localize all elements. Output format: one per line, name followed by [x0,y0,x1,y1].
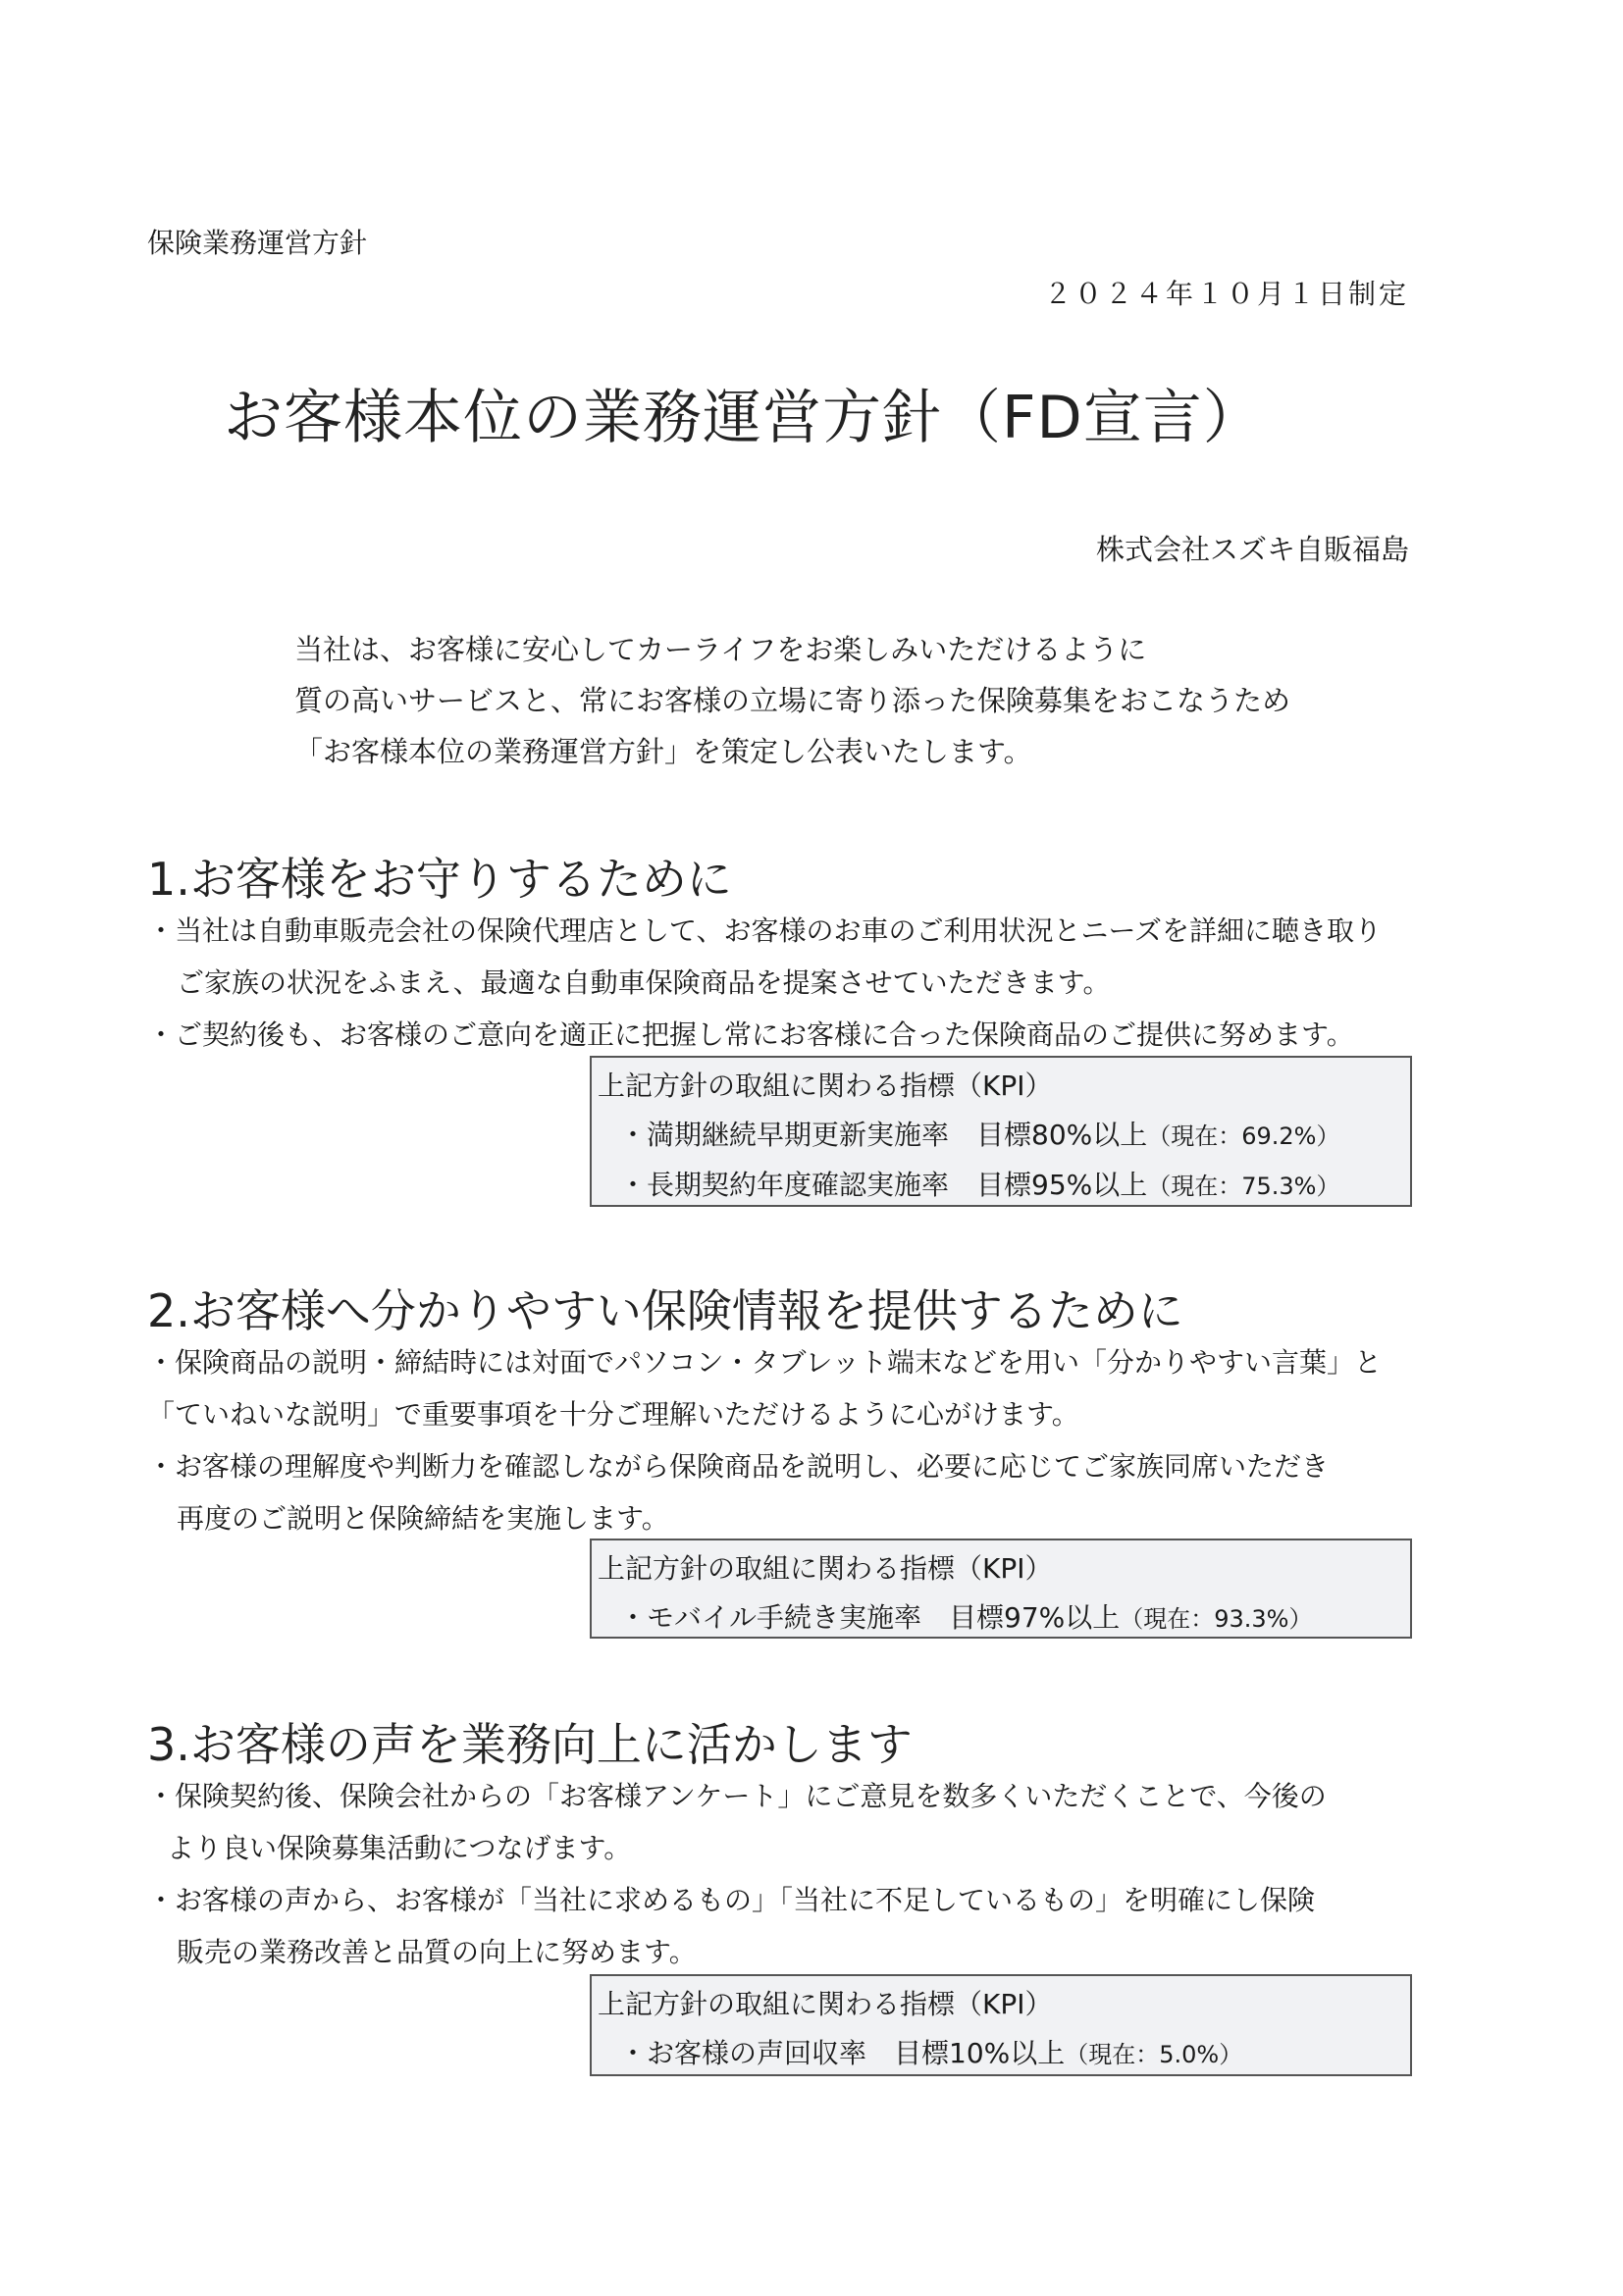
intro-line: 「お客様本位の業務運営方針」を策定し公表いたします。 [294,735,1032,768]
section-line: ・お客様の声から、お客様が「当社に求めるもの」「当社に不足しているもの」を明確にし保険 [147,1884,1316,1916]
section-line: ・ご契約後も、お客様のご意向を適正に把握し常にお客様に合った保険商品のご提供に努めます。 [147,1018,1354,1051]
kpi-current: （現在：93.3%） [1120,1605,1313,1633]
enactment-date: ２０２４年１０月１日制定 [1043,278,1409,310]
section-3-title: 3.お客様の声を業務向上に活かします [147,1718,913,1771]
kpi-current: （現在：75.3%） [1147,1173,1340,1200]
section-3-body [147,1770,1327,1978]
kpi-item [598,1161,1410,1211]
kpi-current: （現在：5.0%） [1065,2041,1243,2068]
section-line: より良い保険募集活動につなげます。 [167,1832,632,1864]
intro-line: 当社は、お客様に安心してカーライフをお楽しみいただけるように [294,633,1147,666]
kpi-item [598,2029,1410,2079]
section-1-title: 1.お客様をお守りするために [147,853,732,906]
kpi-heading: 上記方針の取組に関わる指標（KPI） [598,1552,1053,1585]
intro-line: 質の高いサービスと、常にお客様の立場に寄り添った保険募集をおこなうため [294,684,1291,717]
kpi-current: （現在：69.2%） [1147,1122,1340,1150]
section-1-body [147,905,1382,1061]
kpi-box-3 [590,1974,1412,2076]
kpi-item [598,1593,1410,1644]
kpi-box-1 [590,1056,1412,1207]
kpi-label: ・長期契約年度確認実施率 目標95%以上 [619,1169,1148,1201]
section-line: ・保険契約後、保険会社からの「お客様アンケート」にご意見を数多くいただくことで、今後の [147,1780,1327,1812]
section-2-body [147,1336,1382,1544]
company-name: 株式会社スズキ自販福島 [1095,533,1409,566]
section-line: ・保険商品の説明・締結時には対面でパソコン・タブレット端末などを用い「分かりやすい言葉」と [147,1346,1383,1379]
page-title: お客様本位の業務運営方針（FD宣言） [224,384,1263,452]
section-line: ・当社は自動車販売会社の保険代理店として、お客様のお車のご利用状況とニーズを詳細に聴き取り [147,914,1383,947]
section-line: ・お客様の理解度や判断力を確認しながら保険商品を説明し、必要に応じてご家族同席いただき [147,1450,1330,1483]
kpi-label: ・モバイル手続き実施率 目標97%以上 [619,1601,1121,1634]
section-line: 販売の業務改善と品質の向上に努めます。 [177,1936,697,1968]
kpi-heading: 上記方針の取組に関わる指標（KPI） [598,1070,1053,1102]
kpi-heading: 上記方針の取組に関わる指標（KPI） [598,1988,1053,2020]
kpi-label: ・お客様の声回収率 目標10%以上 [619,2037,1066,2069]
header-label: 保険業務運営方針 [147,227,368,259]
intro-paragraph [294,624,1290,777]
kpi-item [598,1111,1410,1161]
section-line: ご家族の状況をふまえ、最適な自動車保険商品を提案させていただきます。 [177,966,1111,999]
section-2-title: 2.お客様へ分かりやすい保険情報を提供するために [147,1284,1183,1337]
section-line: 「ていねいな説明」で重要事項を十分ご理解いただけるように心がけます。 [147,1398,1079,1431]
kpi-label: ・満期継続早期更新実施率 目標80%以上 [619,1119,1148,1151]
kpi-box-2 [590,1539,1412,1639]
section-line: 再度のご説明と保険締結を実施します。 [177,1502,669,1535]
